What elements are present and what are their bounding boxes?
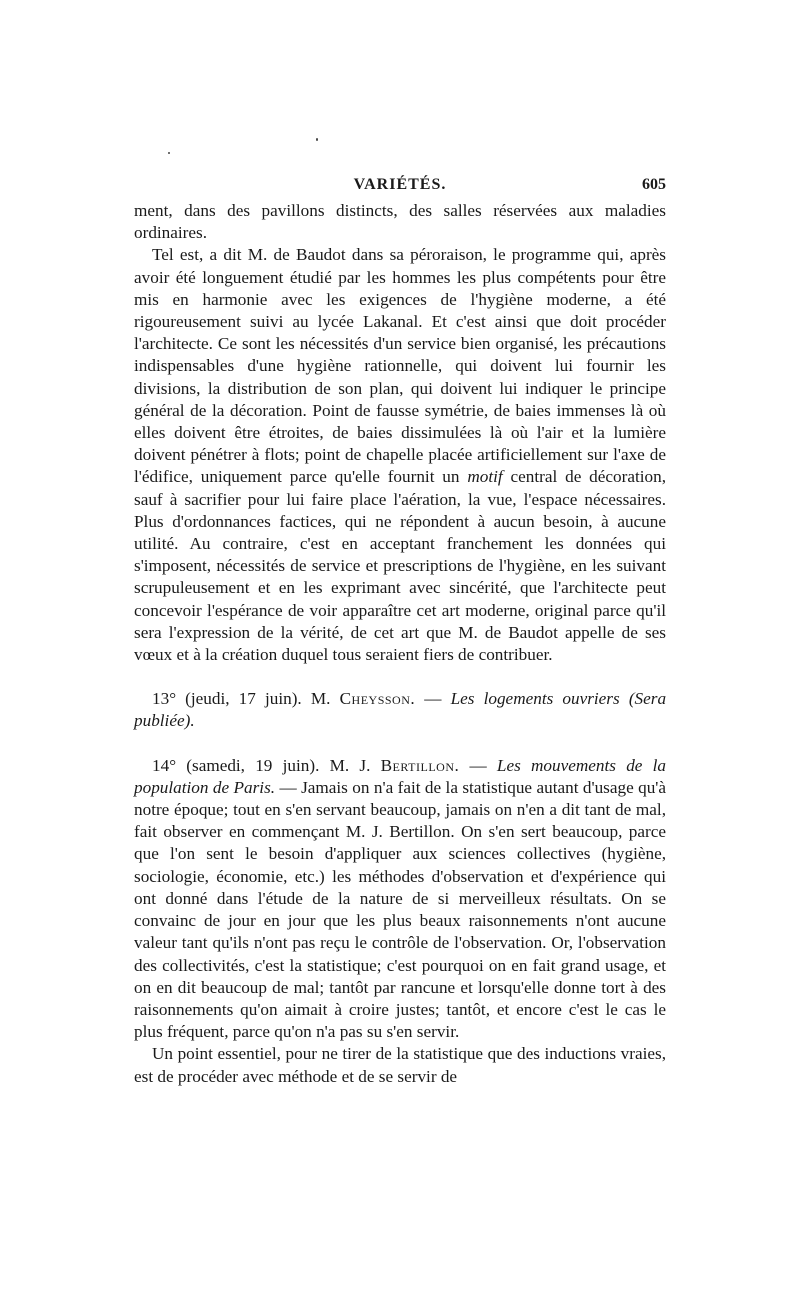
paragraph-statistics-method <box>134 1043 666 1087</box>
page-number: 605 <box>642 176 666 193</box>
lecture-entry-13 <box>134 688 666 732</box>
book-page <box>134 176 666 1088</box>
lecture-entry-14 <box>134 755 666 1044</box>
em-dash: — <box>469 755 487 775</box>
lecture-date: 14° (samedi, 19 juin). M. J. <box>152 755 371 775</box>
lecture-date: 13° (jeudi, 17 juin). M. <box>152 689 331 709</box>
paragraph-continuation <box>134 200 666 244</box>
paragraph-text: Tel est, a dit M. de Baudot dans sa péroraison, le programme qui, après avoir été longuement étudié par les hommes les plus compétents pour être mis en harmonie avec les exigences de l'hygiène moderne, a été rigoureusement suivi au lycée Lakanal. Et c'est ainsi que doit procéder l'architecte. Ce sont les nécessités d'un service bien organisé, les précautions indispensables d'une hygiène rationnelle, qui doivent lui fournir les divisions, la distribution de son plan, qui doivent lui indiquer le principe général de la décoration. Point de fausse symétrie, de baies immenses là où elles doivent être étroites, de baies dissimulées là où l'air et la lumière doivent pénétrer à flots; point de chapelle placée artificiellement sur l'axe de l'édifice, uniquement parce qu'elle fournit un <box>134 245 666 487</box>
lecturer-name: Bertillon. <box>380 755 460 775</box>
paragraph-baudot-peroration <box>134 244 666 666</box>
lecture-title: Les logements ouvriers <box>450 689 620 709</box>
running-title: VARIÉTÉS. <box>353 176 447 193</box>
em-dash: — <box>424 689 442 709</box>
lecture-title: Les mouvements de la population de Paris. <box>134 755 666 797</box>
ink-speck <box>316 138 318 141</box>
body-text <box>134 200 666 1088</box>
paragraph-text: — Jamais on n'a fait de la statistique autant d'usage qu'à notre époque; tout en s'en servant beaucoup, jamais on n'en a dit tant de mal, fait observer en commençant M. J. Bertillon. On s'en sert beaucoup, parce que l'on sent le besoin d'appliquer aux sciences collectives (hygiène, sociologie, économie, etc.) les méthodes d'observation et d'expérience qui ont donné dans l'étude de la nature de si merveilleux résultats. On se convainc de jour en jour que les plus beaux raisonnements n'ont aucune valeur tant qu'ils n'ont pas reçu le contrôle de l'observation. Or, l'observation des collectivités, c'est la statistique; c'est pourquoi on en fait grand usage, et on en dit beaucoup de mal; tantôt par rancune et lorsqu'elle donne tort à des raisonnements qu'on aimait à croire justes; tantôt, et encore c'est le cas le plus fréquent, parce qu'on n'a pas su s'en servir. <box>134 777 667 1042</box>
paragraph-text: ment, dans des pavillons distincts, des salles réservées aux maladies ordinaires. <box>134 201 666 243</box>
publication-note: (Sera publiée). <box>134 689 667 731</box>
paragraph-text: Un point essentiel, pour ne tirer de la statistique que des inductions vraies, est de procéder avec méthode et de se servir de <box>134 1044 666 1086</box>
paragraph-text-continued: central de décoration, sauf à sacrifier pour lui faire place l'aération, la vue, l'espace nécessaires. Plus d'ordonnances factices, qui ne répondent à aucun besoin, à aucune utilité. Au contraire, c'est en acceptant franchement les données qui s'imposent, nécessités de service et prescriptions de l'hygiène, en les suivant scrupuleusement et en les exprimant avec sincérité, que l'architecte peut concevoir l'espérance de voir apparaître cet art moderne, original parce qu'il sera l'expression de la vérité, de cet art que M. de Baudot appelle de ses vœux et à la création duquel tous seraient fiers de contribuer. <box>134 467 667 665</box>
ink-speck <box>168 152 170 154</box>
lecturer-name: Cheysson. <box>339 689 416 709</box>
italic-word: motif <box>467 467 503 487</box>
running-head <box>134 176 666 198</box>
